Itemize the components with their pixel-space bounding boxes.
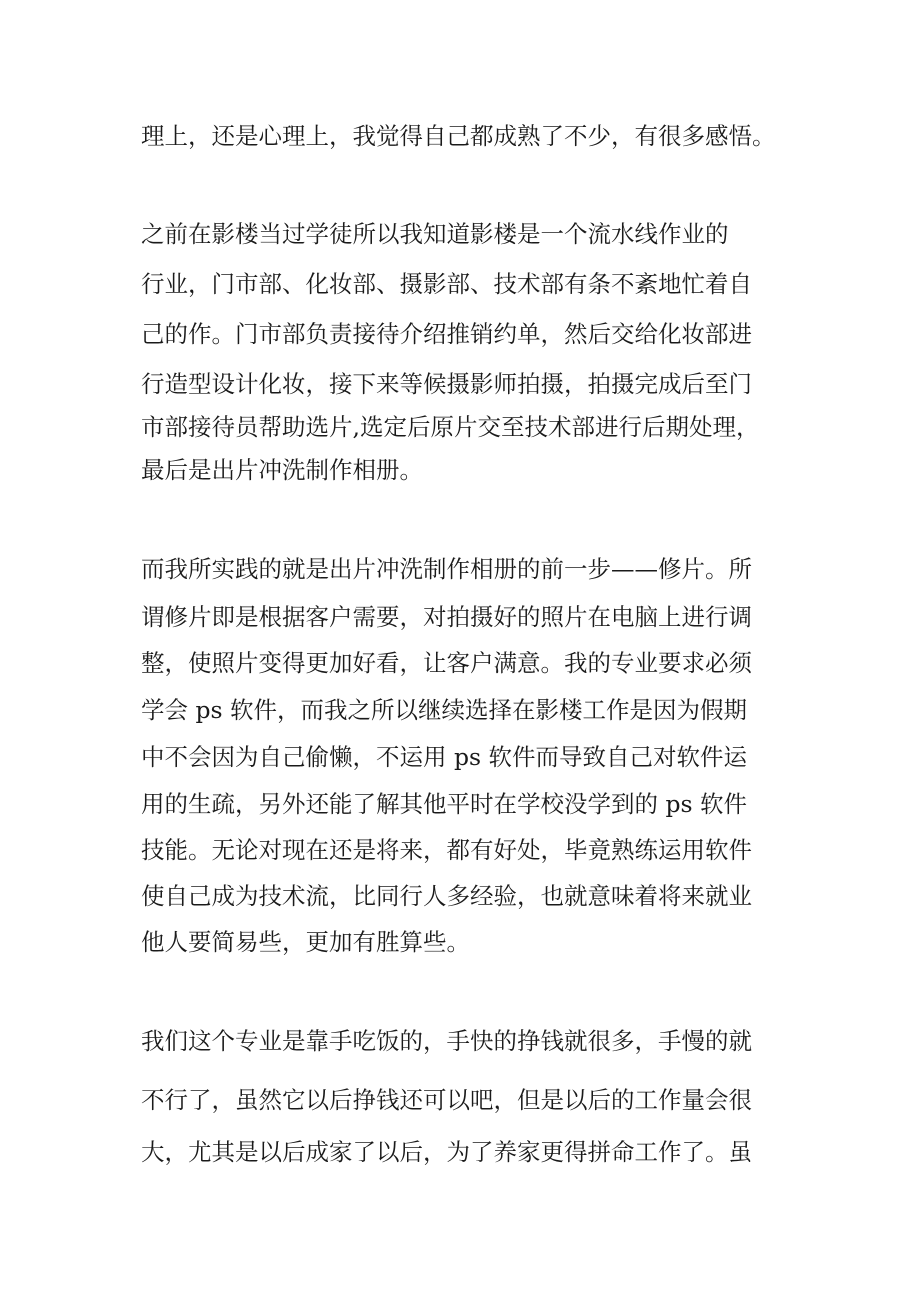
- paragraph-2-line-3: 己的作。门市部负责接待介绍推销约单，然后交给化妆部进: [141, 320, 752, 348]
- paragraph-3-line-8: 使自己成为技术流，比同行人多经验，也就意味着将来就业: [141, 882, 752, 910]
- paragraph-3-line-6: 用的生疏，另外还能了解其他平时在学校没学到的 ps 软件: [141, 790, 748, 818]
- paragraph-3-line-2: 谓修片即是根据客户需要，对拍摄好的照片在电脑上进行调: [141, 603, 752, 631]
- paragraph-3-line-4: 学会 ps 软件，而我之所以继续选择在影楼工作是因为假期: [141, 696, 748, 724]
- paragraph-2-line-5: 市部接待员帮助选片,选定后原片交至技术部进行后期处理，: [141, 413, 760, 441]
- paragraph-3-line-5: 中不会因为自己偷懒，不运用 ps 软件而导致自己对软件运: [141, 743, 748, 771]
- paragraph-4-line-2: 不行了，虽然它以后挣钱还可以吧，但是以后的工作量会很: [141, 1086, 752, 1114]
- paragraph-3-line-1: 而我所实践的就是出片冲洗制作相册的前一步——修片。所: [141, 555, 752, 583]
- paragraph-4-line-3: 大，尤其是以后成家了以后，为了养家更得拼命工作了。虽: [141, 1138, 752, 1166]
- paragraph-1-line-1: 理上，还是心理上，我觉得自己都成熟了不少，有很多感悟。: [141, 122, 776, 150]
- paragraph-3-line-9: 他人要简易些，更加有胜算些。: [141, 928, 470, 956]
- paragraph-2-line-6: 最后是出片冲洗制作相册。: [141, 456, 423, 484]
- paragraph-2-line-4: 行造型设计化妆，接下来等候摄影师拍摄，拍摄完成后至门: [141, 370, 752, 398]
- paragraph-3-line-3: 整，使照片变得更加好看，让客户满意。我的专业要求必须: [141, 649, 752, 677]
- paragraph-4-line-1: 我们这个专业是靠手吃饭的，手快的挣钱就很多，手慢的就: [141, 1027, 752, 1055]
- paragraph-2-line-2: 行业，门市部、化妆部、摄影部、技术部有条不紊地忙着自: [141, 270, 752, 298]
- paragraph-3-line-7: 技能。无论对现在还是将来，都有好处，毕竟熟练运用软件: [141, 836, 752, 864]
- paragraph-2-line-1: 之前在影楼当过学徒所以我知道影楼是一个流水线作业的: [141, 220, 729, 248]
